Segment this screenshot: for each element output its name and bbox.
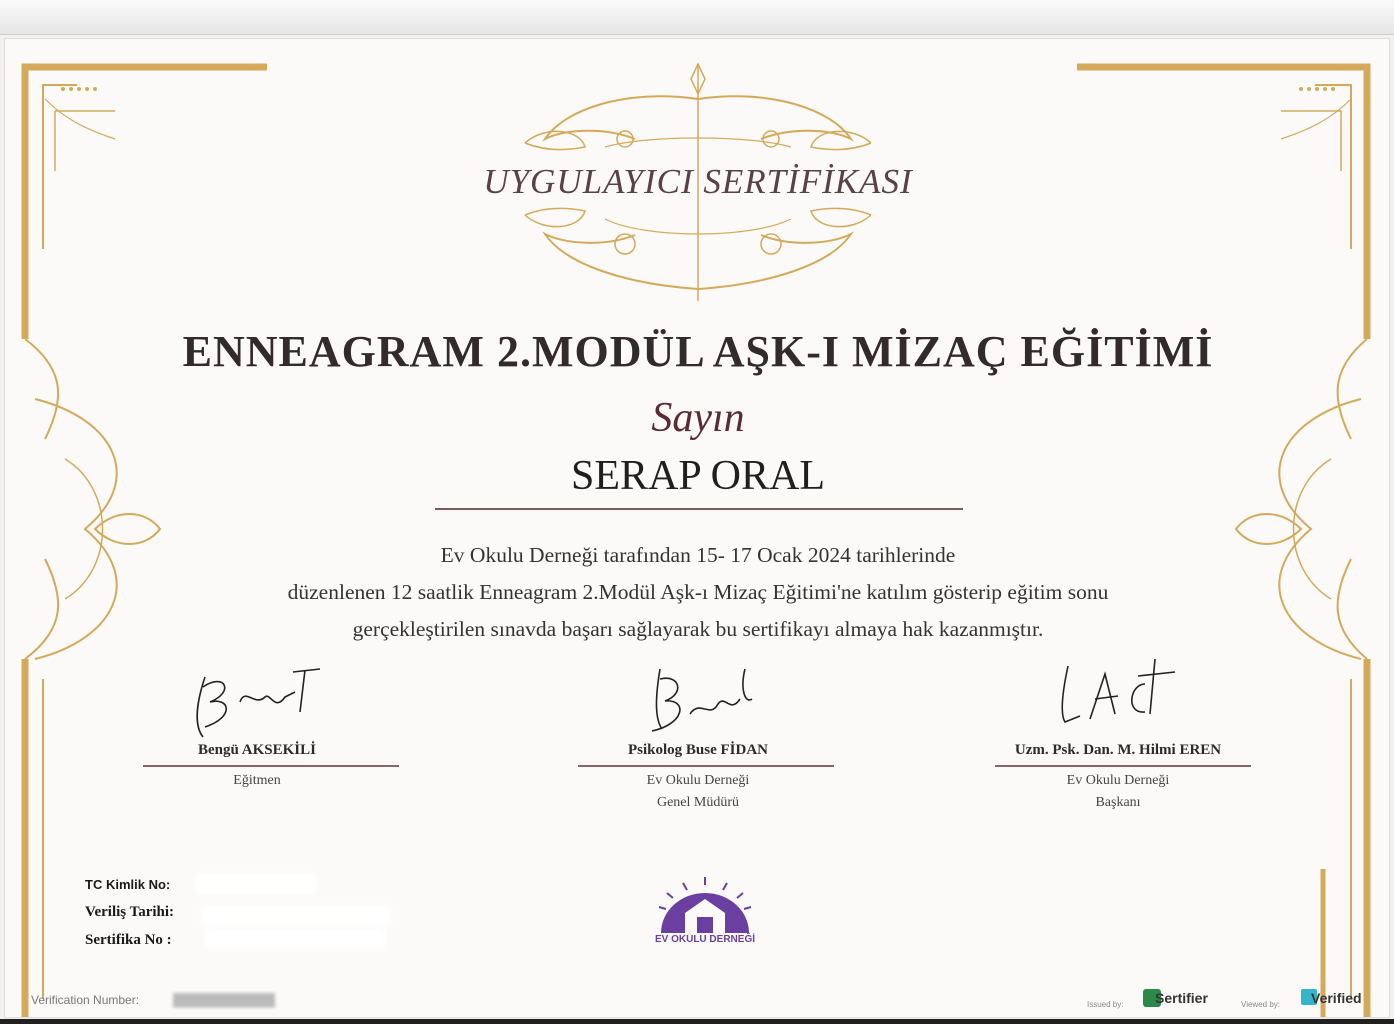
redaction [201,905,391,927]
redaction [205,929,385,949]
logo-text: EV OKULU DERNEĞİ [654,934,755,945]
signatory-name: Psikolog Buse FİDAN [627,742,769,758]
ev-okulu-logo-icon [653,875,757,939]
issued-by-label: Issued by: [1087,1000,1124,1009]
date-label: Veriliş Tarihi: [85,904,175,920]
body-text-line: gerçekleştirilen sınavda başarı sağlayarak bu sertifikayı almaya hak kazanmıştır. [352,617,1044,641]
name-underline [435,508,963,510]
signature-line [995,765,1251,767]
signature-3 [1050,654,1180,734]
body-text-line: Ev Okulu Derneği tarafından 15- 17 Ocak 2024 tarihlerinde [440,543,956,567]
verification-label: Verification Number: [31,993,140,1007]
signatory-role: Başkanı [1095,795,1141,810]
signatory-role: Ev Okulu Derneği [1066,773,1170,788]
verification-number-redacted: ████████████ [173,993,276,1007]
viewer-brand: Verified [1311,990,1362,1006]
browser-bottom-bar [0,1019,1394,1024]
course-title: ENNEAGRAM 2.MODÜL AŞK-I MİZAÇ EĞİTİMİ [182,327,1214,376]
signatory-name: Bengü AKSEKİLİ [198,742,316,758]
signature-2 [640,659,770,739]
signature-1 [185,657,335,747]
signatory-name: Uzm. Psk. Dan. M. Hilmi EREN [1014,742,1222,758]
cert-no-label: Sertifika No : [85,932,172,948]
signatory-role: Genel Müdürü [656,795,740,810]
signatory-role: Eğitmen [233,773,281,788]
browser-top-bar [0,0,1394,35]
signature-line [578,765,834,767]
body-text-line: düzenlenen 12 saatlik Enneagram 2.Modül Aşk-ı Mizaç Eğitimi'ne katılım gösterip eğitim sonu [287,580,1109,604]
recipient-name: SERAP ORAL [571,453,825,499]
salutation: Sayın [651,395,745,441]
signature-line [143,765,399,767]
tc-label: TC Kimlik No: [85,877,171,892]
viewed-by-label: Viewed by: [1241,1000,1280,1009]
signatory-role: Ev Okulu Derneği [646,773,750,788]
redaction [195,873,317,895]
issuer-brand: Sertifier [1155,990,1208,1006]
certificate-type-title: UYGULAYICI SERTİFİKASI [483,162,913,201]
certificate [4,38,1390,1018]
